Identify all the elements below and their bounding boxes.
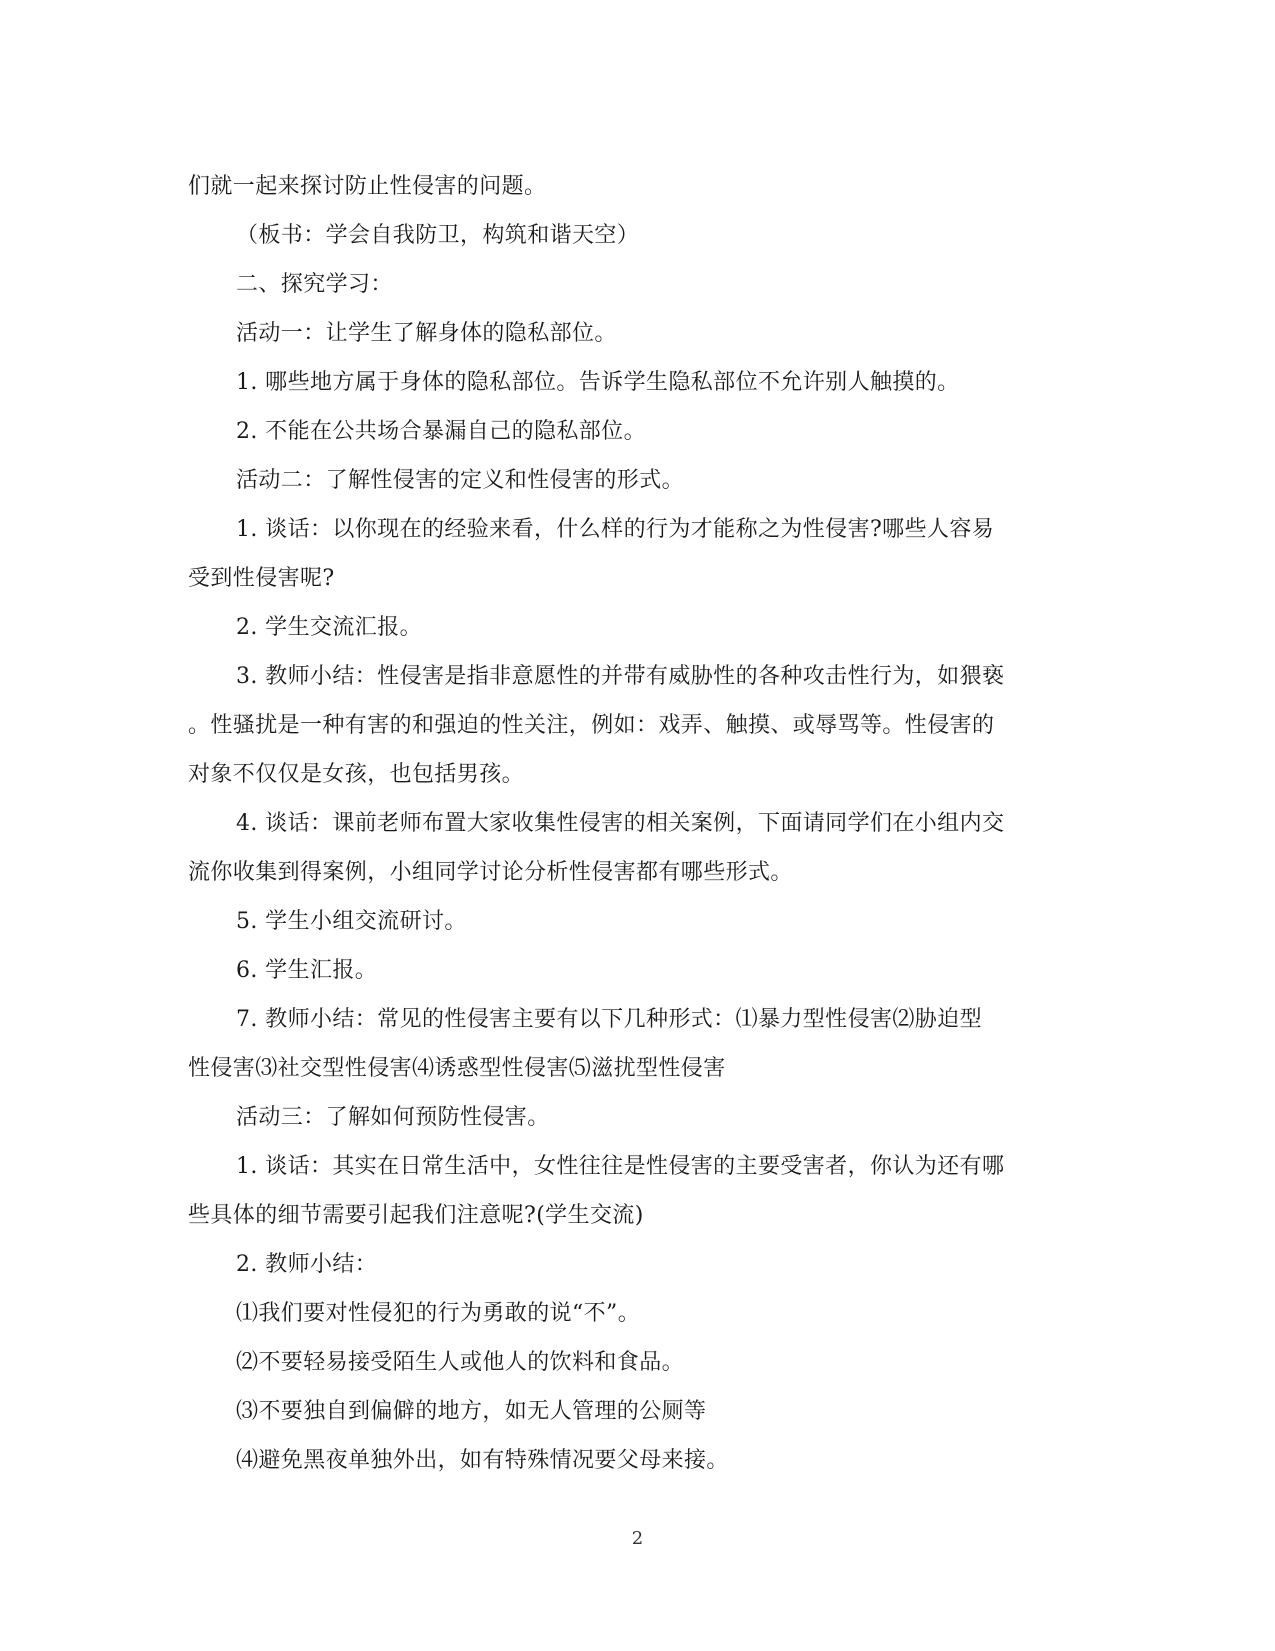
text-line: 流你收集到得案例，小组同学讨论分析性侵害都有哪些形式。 xyxy=(188,860,793,885)
text-line: 3. 教师小结：性侵害是指非意愿性的并带有威胁性的各种攻击性行为，如猥亵 xyxy=(236,664,1005,689)
text-line: （板书：学会自我防卫，构筑和谐天空） xyxy=(236,223,640,248)
text-line: 。性骚扰是一种有害的和强迫的性关注，例如：戏弄、触摸、或辱骂等。性侵害的 xyxy=(188,713,995,738)
text-line: 受到性侵害呢? xyxy=(188,566,335,591)
page-number: 2 xyxy=(631,1528,644,1549)
text-line: 5. 学生小组交流研讨。 xyxy=(236,909,467,934)
text-line: 1. 哪些地方属于身体的隐私部位。告诉学生隐私部位不允许别人触摸的。 xyxy=(236,370,960,395)
text-line: 4. 谈话：课前老师布置大家收集性侵害的相关案例，下面请同学们在小组内交 xyxy=(236,811,1005,836)
text-line: 性侵害⑶社交型性侵害⑷诱惑型性侵害⑸滋扰型性侵害 xyxy=(188,1056,726,1081)
text-line: 6. 学生汇报。 xyxy=(236,958,378,983)
text-line: 2. 学生交流汇报。 xyxy=(236,615,422,640)
text-line: 二、探究学习： xyxy=(236,272,393,297)
text-line: 2. 不能在公共场合暴漏自己的隐私部位。 xyxy=(236,419,646,444)
text-line: 活动一：让学生了解身体的隐私部位。 xyxy=(236,321,617,346)
document-body xyxy=(188,162,1088,1485)
text-line: 1. 谈话：其实在日常生活中，女性往往是性侵害的主要受害者，你认为还有哪 xyxy=(236,1154,1005,1179)
text-line: ⑶不要独自到偏僻的地方，如无人管理的公厕等 xyxy=(236,1399,707,1424)
text-line: 活动二：了解性侵害的定义和性侵害的形式。 xyxy=(236,468,685,493)
text-line: ⑷避免黑夜单独外出，如有特殊情况要父母来接。 xyxy=(236,1448,729,1473)
text-line: ⑴我们要对性侵犯的行为勇敢的说“不”。 xyxy=(236,1301,641,1326)
text-line: ⑵不要轻易接受陌生人或他人的饮料和食品。 xyxy=(236,1350,685,1375)
text-line: 2. 教师小结： xyxy=(236,1252,378,1277)
text-line: 1. 谈话：以你现在的经验来看，什么样的行为才能称之为性侵害?哪些人容易 xyxy=(236,517,995,542)
text-line: 们就一起来探讨防止性侵害的问题。 xyxy=(188,174,547,199)
text-line: 些具体的细节需要引起我们注意呢?(学生交流) xyxy=(188,1203,644,1228)
text-line: 活动三：了解如何预防性侵害。 xyxy=(236,1105,550,1130)
text-line: 对象不仅仅是女孩，也包括男孩。 xyxy=(188,762,525,787)
text-line: 7. 教师小结：常见的性侵害主要有以下几种形式：⑴暴力型性侵害⑵胁迫型 xyxy=(236,1007,982,1032)
